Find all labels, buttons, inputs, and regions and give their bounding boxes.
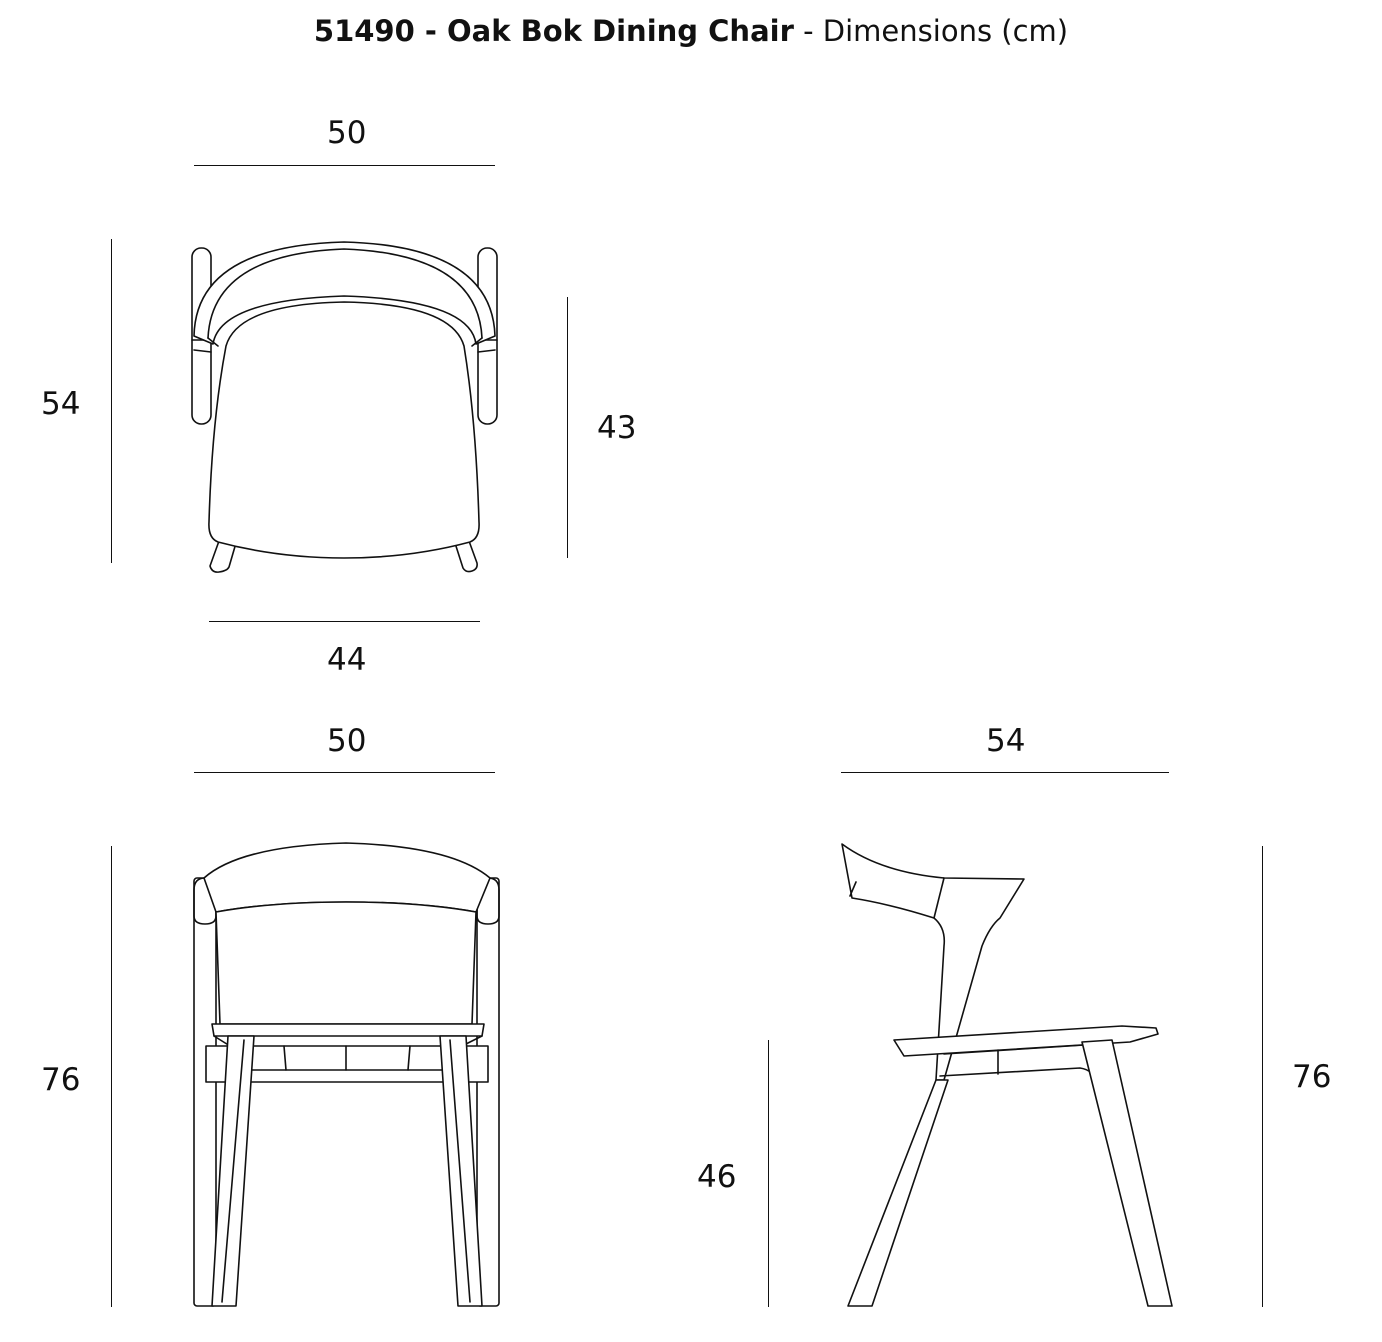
side-view-seat-height-label: 46 bbox=[697, 1159, 737, 1195]
chair-front-view bbox=[194, 843, 499, 1306]
side-view-back-leg bbox=[848, 1080, 948, 1306]
top-view-seat-depth-label: 43 bbox=[597, 410, 637, 446]
front-view-right-post bbox=[477, 878, 499, 1306]
front-view-width-label: 50 bbox=[327, 723, 367, 759]
product-code: 51490 bbox=[313, 14, 415, 48]
front-view-backrest bbox=[204, 843, 490, 1024]
front-view-height-label: 76 bbox=[41, 1062, 81, 1098]
side-view-depth-label: 54 bbox=[986, 723, 1026, 759]
top-view-width-label: 50 bbox=[327, 115, 367, 151]
product-name: Oak Bok Dining Chair bbox=[447, 14, 794, 48]
top-view-seat bbox=[209, 302, 479, 558]
front-view-left-post bbox=[194, 878, 216, 1306]
side-view-front-leg bbox=[1082, 1040, 1172, 1306]
side-view-height-label: 76 bbox=[1292, 1059, 1332, 1095]
chair-side-view bbox=[842, 844, 1172, 1306]
title-separator: - bbox=[414, 14, 448, 48]
chair-top-view bbox=[192, 242, 497, 572]
top-view-seat-width-label: 44 bbox=[327, 642, 367, 678]
title-suffix: Dimensions (cm) bbox=[822, 14, 1069, 48]
top-view-depth-label: 54 bbox=[41, 386, 81, 422]
title-separator-2: - bbox=[793, 14, 823, 48]
